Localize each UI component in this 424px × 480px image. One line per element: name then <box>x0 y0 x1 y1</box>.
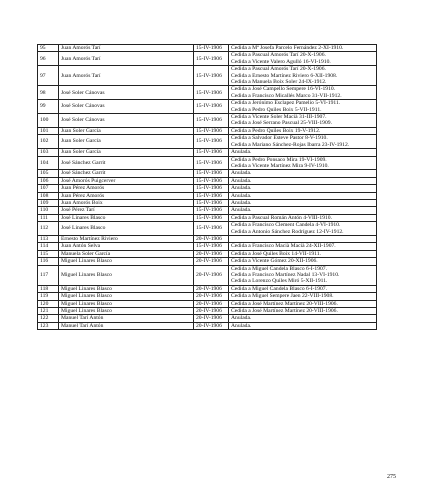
note-line: Cedida a Pedro Quiles Boix 5-VII-1911. <box>231 106 322 113</box>
row-notes <box>229 199 377 206</box>
table-row <box>38 114 377 128</box>
page-number: 275 <box>387 474 396 480</box>
row-number: 120 <box>38 300 59 307</box>
note-line: Cedida a José Martínez Martínez 20-VIII-1906. <box>231 300 338 307</box>
row-date: 15-IV-1906 <box>194 100 229 114</box>
row-notes <box>229 192 377 199</box>
note-line: Cedida a Vicente Gómez 20-XII-1906. <box>231 258 318 265</box>
table-body <box>38 45 377 330</box>
note-line: Cedida a Miguel Candela Blasco 6-I-1907. <box>231 285 328 292</box>
row-name: Miguel Linares Blasco <box>59 308 194 315</box>
row-name: Miguel Linares Blasco <box>59 265 194 285</box>
row-date: 20-IV-1906 <box>194 322 229 329</box>
row-date: 20-IV-1906 <box>194 250 229 257</box>
table-row <box>38 86 377 100</box>
note-line: Cedida a Jerónimo Esclapez Pamelio 5-VI-1911. <box>231 100 341 107</box>
row-name: Manuela Soler García <box>59 250 194 257</box>
row-date: 15-IV-1906 <box>194 45 229 52</box>
table-row <box>38 207 377 214</box>
table-row <box>38 127 377 134</box>
row-date: 15-IV-1906 <box>194 222 229 236</box>
table-row <box>38 293 377 300</box>
table-row <box>38 265 377 285</box>
note-line: Anulada. <box>231 177 252 184</box>
row-name: Juan Soler García <box>59 127 194 134</box>
table-row <box>38 52 377 66</box>
row-date: 15-IV-1906 <box>194 207 229 214</box>
table-row <box>38 185 377 192</box>
row-name: Juan Soler García <box>59 149 194 156</box>
note-line: Cedida a Pascual Amorós Tarí 20-X-1906. <box>231 66 326 73</box>
table-row <box>38 322 377 329</box>
row-date: 15-IV-1906 <box>194 243 229 250</box>
row-notes <box>229 258 377 265</box>
row-name: Juan Amorós Tarí <box>59 52 194 66</box>
row-number: 95 <box>38 45 59 52</box>
row-number: 109 <box>38 199 59 206</box>
row-name: Miguel Linares Blasco <box>59 300 194 307</box>
note-line: Cedida a Mariano Sánchez-Rojas Ibarra 23-IV-1912. <box>231 141 350 148</box>
row-date: 20-IV-1906 <box>194 285 229 292</box>
row-date: 15-IV-1906 <box>194 170 229 177</box>
table-row <box>38 300 377 307</box>
note-line: Cedida a Antonio Sánchez Rodríguez 12-IV-1912. <box>231 228 344 235</box>
row-date: 20-IV-1906 <box>194 300 229 307</box>
row-name: José Soler Cánovas <box>59 86 194 100</box>
row-date: 20-IV-1906 <box>194 315 229 322</box>
row-date: 15-IV-1906 <box>194 149 229 156</box>
note-line: Anulada. <box>231 322 252 329</box>
row-date: 15-IV-1906 <box>194 192 229 199</box>
row-notes <box>229 114 377 128</box>
note-line: Anulada. <box>231 185 252 192</box>
row-number: 123 <box>38 322 59 329</box>
row-date: 15-IV-1906 <box>194 135 229 149</box>
row-number: 113 <box>38 235 59 242</box>
row-notes <box>229 66 377 86</box>
row-number: 106 <box>38 177 59 184</box>
table-row <box>38 66 377 86</box>
row-notes <box>229 322 377 329</box>
row-name: José Sánchez Garrit <box>59 156 194 170</box>
row-notes <box>229 170 377 177</box>
row-number: 116 <box>38 258 59 265</box>
row-notes <box>229 285 377 292</box>
note-line: Anulada. <box>231 170 252 177</box>
row-number: 98 <box>38 86 59 100</box>
row-date: 20-IV-1906 <box>194 308 229 315</box>
row-date: 15-IV-1906 <box>194 156 229 170</box>
note-line: Cedida a Pascual Román Antón 4-VIII-1910. <box>231 214 332 221</box>
row-notes <box>229 293 377 300</box>
row-notes <box>229 243 377 250</box>
note-line: Cedida a Lorenzo Quiles Miró 5-XII-1911. <box>231 278 328 285</box>
row-name: José Amorós Puigcerver <box>59 177 194 184</box>
row-notes <box>229 127 377 134</box>
concessions-table <box>37 44 377 330</box>
row-name: Juan Amorós Tarí <box>59 45 194 52</box>
row-date: 20-IV-1906 <box>194 265 229 285</box>
table-row <box>38 100 377 114</box>
table-row <box>38 250 377 257</box>
row-notes <box>229 300 377 307</box>
row-date: 15-IV-1906 <box>194 177 229 184</box>
row-date: 20-IV-1906 <box>194 293 229 300</box>
row-notes <box>229 207 377 214</box>
row-date: 15-IV-1906 <box>194 185 229 192</box>
row-name: José Linares Blasco <box>59 222 194 236</box>
table-row <box>38 235 377 242</box>
table-row <box>38 156 377 170</box>
row-name: Juan Amorós Boix <box>59 199 194 206</box>
row-number: 119 <box>38 293 59 300</box>
row-notes <box>229 265 377 285</box>
row-number: 100 <box>38 114 59 128</box>
row-name: Miguel Linares Blasco <box>59 258 194 265</box>
row-name: Miguel Linares Blasco <box>59 293 194 300</box>
table-row <box>38 149 377 156</box>
row-number: 108 <box>38 192 59 199</box>
row-name: Juan Pérez Amorós <box>59 185 194 192</box>
row-date: 15-IV-1906 <box>194 127 229 134</box>
note-line: Cedida a Pedro Quiles Boix 19-V-1912. <box>231 127 321 134</box>
row-number: 102 <box>38 135 59 149</box>
row-number: 115 <box>38 250 59 257</box>
table-row <box>38 135 377 149</box>
note-line: Cedida a Francisco Clement Candela 4-VI-1910. <box>231 222 341 229</box>
table-row <box>38 199 377 206</box>
row-name: Juan Soler García <box>59 135 194 149</box>
note-line: Cedida a José Quiles Boix 14-VII-1911. <box>231 250 321 257</box>
row-notes <box>229 45 377 52</box>
row-notes <box>229 100 377 114</box>
row-name: Ernesto Martínez Riviero <box>59 235 194 242</box>
row-number: 110 <box>38 207 59 214</box>
note-line: Cedida a José Martínez Martínez 20-VIII-1906. <box>231 308 338 315</box>
note-line: Anulada. <box>231 207 252 214</box>
row-number: 99 <box>38 100 59 114</box>
row-number: 118 <box>38 285 59 292</box>
note-line: Cedida a Vicente Martínez Mira 9-IV-1910. <box>231 162 329 169</box>
row-notes <box>229 156 377 170</box>
note-line: Cedida a Francisco Micallés Marco 31-VII-1912. <box>231 92 342 99</box>
note-line: Cedida a Vicente Soler Macià 31-III-1907. <box>231 114 327 121</box>
row-number: 105 <box>38 170 59 177</box>
row-notes <box>229 135 377 149</box>
row-number: 96 <box>38 52 59 66</box>
row-notes <box>229 149 377 156</box>
note-line: Cedida a Francisco Macià Macià 24-XII-1907. <box>231 243 336 250</box>
note-line: Cedida a Pedro Ponsaco Mira 19-VI-1909. <box>231 156 327 163</box>
row-notes <box>229 185 377 192</box>
note-line: Cedida a José Campello Sempere 16-VI-1910. <box>231 86 336 93</box>
row-date: 15-IV-1906 <box>194 66 229 86</box>
note-line: Cedida a Vicente Valero Agulló 16-VI-1910. <box>231 58 331 65</box>
row-date: 15-IV-1906 <box>194 199 229 206</box>
row-number: 121 <box>38 308 59 315</box>
table-row <box>38 170 377 177</box>
row-date: 20-IV-1906 <box>194 235 229 242</box>
row-number: 97 <box>38 66 59 86</box>
note-line: Anulada. <box>231 199 252 206</box>
note-line: Anulada. <box>231 149 252 156</box>
note-line: Anulada. <box>231 192 252 199</box>
row-name: Manuel Tarí Antón <box>59 322 194 329</box>
row-notes <box>229 52 377 66</box>
row-name: José Soler Cánovas <box>59 114 194 128</box>
row-name: José Linares Blasco <box>59 214 194 221</box>
table-row <box>38 308 377 315</box>
row-notes <box>229 86 377 100</box>
note-line: Cedida a Manuela Boix Soler 24-IX-1912. <box>231 79 327 86</box>
row-name: Juan Pérez Amorós <box>59 192 194 199</box>
note-line: Cedida a Miguel Candela Blasco 6-I-1907. <box>231 265 328 272</box>
row-number: 103 <box>38 149 59 156</box>
row-date: 15-IV-1906 <box>194 114 229 128</box>
note-line: Anulada. <box>231 315 252 322</box>
row-date: 15-IV-1906 <box>194 52 229 66</box>
note-line: Cedida a José Serrano Pascual 25-VIII-1909. <box>231 120 332 127</box>
table-row <box>38 214 377 221</box>
row-name: Juan Antón Selva <box>59 243 194 250</box>
row-number: 114 <box>38 243 59 250</box>
row-notes <box>229 177 377 184</box>
note-line: Cedida a Salvador Esteve Pastor 8-V-1910. <box>231 135 328 142</box>
row-name: José Pérez Tarí <box>59 207 194 214</box>
row-name: José Soler Cánovas <box>59 100 194 114</box>
row-notes <box>229 308 377 315</box>
row-number: 112 <box>38 222 59 236</box>
table-row <box>38 45 377 52</box>
row-number: 107 <box>38 185 59 192</box>
row-name: Manuel Tarí Antón <box>59 315 194 322</box>
table-row <box>38 243 377 250</box>
row-notes <box>229 315 377 322</box>
row-notes <box>229 222 377 236</box>
row-number: 104 <box>38 156 59 170</box>
table-row <box>38 222 377 236</box>
note-line: Cedida a Ernesto Martínez Riviero 6-XII-1908. <box>231 72 338 79</box>
row-name: José Sánchez Garrit <box>59 170 194 177</box>
row-notes <box>229 214 377 221</box>
note-line: Cedida a Pascual Amorós Tarí 20-X-1906. <box>231 52 326 59</box>
row-number: 117 <box>38 265 59 285</box>
table-row <box>38 285 377 292</box>
table-row <box>38 258 377 265</box>
row-number: 101 <box>38 127 59 134</box>
row-number: 111 <box>38 214 59 221</box>
row-name: Miguel Linares Blasco <box>59 285 194 292</box>
row-notes <box>229 250 377 257</box>
note-line: Cedida a Miguel Sempere Jaen 22-VIII-1908. <box>231 293 334 300</box>
row-notes <box>229 235 377 242</box>
table-row <box>38 315 377 322</box>
row-number: 122 <box>38 315 59 322</box>
table-row <box>38 177 377 184</box>
row-name: Juan Amorós Tarí <box>59 66 194 86</box>
table-row <box>38 192 377 199</box>
row-date: 15-IV-1906 <box>194 86 229 100</box>
row-date: 20-IV-1906 <box>194 258 229 265</box>
note-line: Cedida a Mª Josefa Parcelo Fernández 2-XI-1910. <box>231 45 344 51</box>
note-line: Cedida a Francisco Martínez Nadal 13-VI-1910. <box>231 272 340 278</box>
row-date: 15-IV-1906 <box>194 214 229 221</box>
